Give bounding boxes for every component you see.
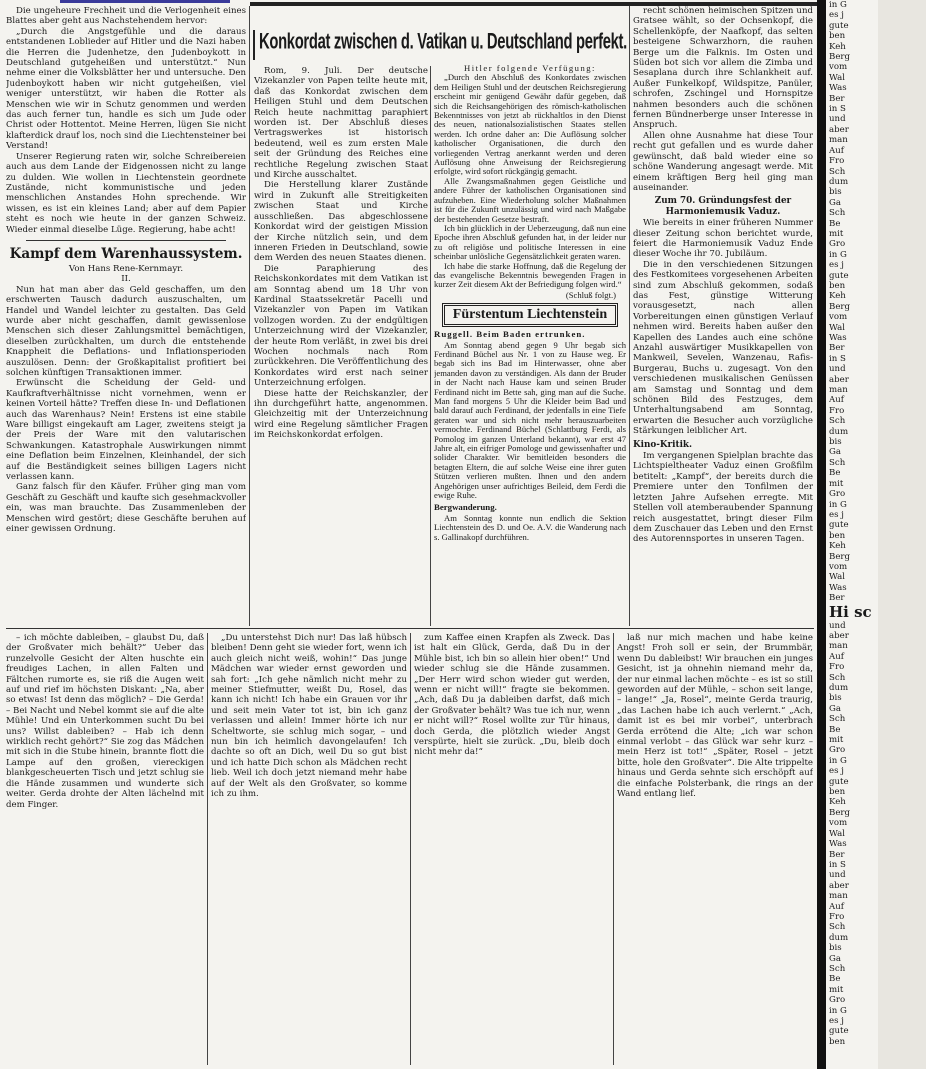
- paragraph: Unserer Regierung raten wir, solche Schreibereien auch aus dem Lande der Eidgenossen nicht zu lange zu dulden. Wie wollen in Liechtenstein geordnete Zustände, nicht kommunistische und jeden menschlichen Anstandes Hohn sprechende. Wir wissen, es ist ein kleines Land; aber auf dem Papier steht es noch wie heute in der ganzen Schweiz. Wieder einmal dieselbe Lüge. Regierung, habe acht!: [6, 151, 246, 235]
- column-1: [6, 6, 246, 624]
- paragraph: Ich bin glücklich in der Ueberzeugung, daß nun eine Epoche ihren Abschluß gefunden hat, in der leider nur zu oft religiöse und politische Interessen in eine scheinbar unlösliche Gegensätzlichkeit geraten waren.: [434, 222, 626, 262]
- text-fragment: aber: [829, 374, 849, 385]
- text-fragment: Be: [829, 218, 841, 229]
- text-fragment: Ga: [829, 447, 841, 458]
- text-fragment: dum: [829, 176, 849, 187]
- subheading: Zum 70. Gründungsfest der Harmoniemusik Vaduz.: [654, 196, 792, 217]
- text-fragment: es j: [829, 1016, 844, 1026]
- article-title: Kampf dem Warenhaussystem.: [9, 245, 243, 262]
- text-fragment: in G: [829, 249, 847, 260]
- column-divider: [629, 6, 630, 626]
- paragraph: Im vergangenen Spielplan brachte das Lichtspieltheater Vaduz einen Großfilm betitelt: „Kampf“, der bereits durch die Premiere unter den Tonfilmen der letzten Jahre Aufsehen erregte. Mit Stellen voll atemberaubender Spannung reich ausgestattet, bringt dieser Film dem Zuschauer das Leben und den Ernst des Autorennsportes in unseren Tagen.: [633, 451, 813, 545]
- text-fragment: Wal: [829, 828, 845, 839]
- text-fragment: gute: [829, 270, 849, 281]
- bottom-column-1: [6, 633, 204, 1065]
- text-fragment: Auf: [829, 901, 844, 912]
- text-fragment: bis: [829, 943, 842, 954]
- text-fragment: in S: [829, 104, 846, 115]
- text-fragment: aber: [829, 880, 849, 891]
- column-divider: [249, 6, 250, 626]
- headline-frame: [253, 30, 630, 60]
- main-headline: Konkordat zwischen d. Vatikan u. Deutschland perfekt.: [259, 30, 627, 55]
- text-fragment: es j: [829, 766, 844, 777]
- text-fragment: ben: [829, 530, 846, 541]
- paragraph: Die ungeheure Frechheit und die Verlogenheit eines Blattes aber geht aus Nachstehendem hervor:: [6, 6, 246, 27]
- bottom-column-4: [617, 633, 813, 1065]
- paragraph: Die in den verschiedenen Sitzungen des Festkomitees vorgesehenen Arbeiten sind zum Abschluß gekommen, sodaß das Fest, günstige Witterung vorausgesetzt, nach allen Vorbereitungen einen günstigen Verlauf nehmen wird. Bereits haben außer den Kapellen des Landes auch eine schöne Anzahl auswärtiger Musikkapellen von Mankweil, Sevelen, Wanzenau, Rafis-Burgerau, Buchs u. zugesagt. Von den verschiedenen musikalischen Genüssen am Samstag und Sonntag und dem schönen Bild des Festzuges, dem Unterhaltungsabend am Sonntag, erwarten die Besucher auch vorzügliche Stärkungen leiblicher Art.: [633, 259, 813, 437]
- text-fragment: mit: [829, 228, 844, 239]
- paragraph: Ich habe die starke Hoffnung, daß die Regelung der das evangelische Bekenntnis bewegenden Fragen in kurzer Zeit diesem Akt der Befriedigung folgen wird.“: [434, 260, 626, 290]
- page-gutter: [817, 0, 826, 1069]
- text-fragment: Wal: [829, 72, 845, 83]
- column-divider: [430, 66, 431, 626]
- text-fragment: Gro: [829, 489, 846, 500]
- paragraph: Die Herstellung klarer Zustände wird in Zukunft alle Streitigkeiten zwischen Staat und Kirche ausschließen. Das abgeschlossene Konkordat wird der geistigen Mission der Kirche nützlich sein, und dem inneren Frieden in Deutschland, sowie dem Werden des neuen Staates dienen.: [254, 180, 428, 264]
- text-fragment: Ber: [829, 93, 845, 104]
- text-fragment: Sch: [829, 416, 846, 427]
- paragraph: Wie bereits in einer früheren Nummer dieser Zeitung schon berichtet wurde, feiert die Harmoniemusik Vaduz Ende dieser Woche ihr 70. Jubiläum.: [633, 218, 813, 260]
- text-fragment: Was: [829, 839, 847, 850]
- text-fragment: es j: [829, 10, 844, 21]
- text-fragment: dum: [829, 932, 849, 943]
- text-fragment: bis: [829, 437, 842, 448]
- text-fragment: in S: [829, 859, 846, 870]
- text-fragment: Gro: [829, 239, 846, 250]
- adjacent-page-strip: [829, 0, 874, 1069]
- text-fragment: ben: [829, 280, 846, 291]
- bottom-column-2: [211, 633, 407, 1065]
- text-fragment: in S: [829, 353, 846, 364]
- text-fragment: in G: [829, 755, 847, 766]
- paragraph: recht schönen heimischen Spitzen und Gratsee wählt, so der Ochsenkopf, die Schellenköpfe, der Naafkopf, das selten besteigene Schwarzhorn, die rauhen Berge um die Falknis. Im Osten und Süden bot sich vor allem die Zimba und Sesaplana durch ihre Schlankheit auf. Außer Funkelkopf, Wildspitze, Panüler, schrofen, Zschingel und Hornspitze nahmen besonders auch die schönen fernen Bündnerberge unser Interesse in Anspruch.: [633, 6, 813, 131]
- paragraph: Am Sonntag abend gegen 9 Uhr begab sich Ferdinand Büchel aus Nr. 1 von zu Hause weg. Er begab sich ins Bad im Hinterwasser, ohne aber jemanden davon zu verständigen. Als dann der Bruder in der Nacht nach Hause kam und seinen Bruder Ferdinand nicht im Bette sah, ging man auf die Suche. Man fand morgens 5 Uhr die Kleider beim Bad und bald darauf auch Ferdinand, der jedenfalls in eine Tiefe geraten war und sich nicht mehr herauszuarbeiten vermochte. Ferdinand Büchel (Schlattburg Ferdi, als Pomolog im ganzen Unterland bekannt), war erst 47 Jahre alt, ein eifriger Pomologe und gewissenhafter und solider Charakter. Wir bemitleiden besonders die betagten Eltern, die auf solche Weise eine ihrer guten Stützen verlieren mußten. Ihnen und den andern Angehörigen unser aufrichtiges Beileid, dem Ferdi die ewige Ruhe.: [434, 339, 626, 501]
- paragraph: Allen ohne Ausnahme hat diese Tour recht gut gefallen und es wurde daher gewünscht, daß bald wieder eine so schöne Wanderung angesagt werde. Mit einem kräftigen Berg heil ging man auseinander.: [633, 130, 813, 193]
- text-fragment: Ga: [829, 703, 841, 714]
- feuilleton-rule: [6, 628, 814, 629]
- text-fragment: und: [829, 620, 846, 631]
- text-fragment: Wal: [829, 322, 845, 333]
- text-fragment: gute: [829, 520, 849, 531]
- scan-header-line: [60, 0, 230, 3]
- paragraph: „Du unterstehst Dich nur! Das laß hübsch bleiben! Denn geht sie wieder fort, wenn ich auch gleich nicht weiß, wohin!“ Das junge Mädchen war wieder ernst geworden und sah fort: „Ich gehe nämlich nicht mehr zu meiner Stiefmutter, weißt Du, Rosel, das kann ich nicht! Ich habe ein Grauen vor ihr und seit mein Vater tot ist, bin ich ganz verlassen und allein! Immer hörte ich nur Scheltworte, sie schlug mich sogar, – und nun bin ich heimlich davongelaufen! Ich dachte so oft an Dich, weil Du so gut bist und ich hatte Dich schon als Mädchen recht lieb. Weil ich doch jetzt niemand mehr habe auf der Welt als den Großvater, so komme ich zu ihm.: [211, 633, 407, 800]
- text-fragment: bis: [829, 187, 842, 198]
- text-fragment: gute: [829, 20, 849, 31]
- text-fragment: und: [829, 114, 846, 125]
- column-4: [633, 6, 813, 624]
- subheading: Kino-Kritik.: [633, 439, 693, 450]
- text-fragment: Fro: [829, 156, 845, 167]
- text-fragment: in G: [829, 0, 847, 10]
- text-fragment: dum: [829, 683, 849, 693]
- continued-note: (Schluß folgt.): [565, 289, 616, 300]
- text-fragment: Auf: [829, 145, 844, 156]
- text-fragment: Sch: [829, 922, 846, 933]
- text-fragment: Ber: [829, 593, 845, 604]
- text-fragment: dum: [829, 426, 849, 437]
- text-fragment: ben: [829, 787, 846, 798]
- column-2: [254, 66, 428, 624]
- text-fragment: Keh: [829, 541, 846, 552]
- page-edge: [878, 0, 926, 1069]
- text-fragment: Gro: [829, 745, 846, 756]
- paragraph: Ganz falsch für den Käufer. Früher ging man vom Geschäft zu Geschäft und kaufte sich gesehmackvoller ein, was man brauchte. Das Zusammenleben der Menschen wird gestört; diese Geschäfte beruhen auf einer gewissen Ordnung.: [6, 482, 246, 535]
- text-fragment: mit: [829, 735, 844, 746]
- section-box-title: Fürstentum Liechtenstein: [442, 303, 618, 327]
- text-fragment: es j: [829, 509, 844, 520]
- text-fragment: Gro: [829, 995, 846, 1006]
- text-fragment: man: [829, 385, 848, 396]
- text-fragment: Berg: [829, 807, 851, 818]
- text-fragment: gute: [829, 1026, 849, 1037]
- text-fragment: vom: [829, 62, 848, 73]
- column-divider: [613, 633, 614, 1065]
- text-fragment: gute: [829, 776, 849, 787]
- text-fragment: man: [829, 641, 848, 652]
- paragraph: Rom, 9. Juli. Der deutsche Vizekanzler von Papen teilte heute mit, daß das Konkordat zwischen dem Heiligen Stuhl und dem Deutschen Reich heute nachmittag paraphiert worden ist. Der Abschluß dieses Vertragswerkes ist historisch bedeutend, weil es zum ersten Male seit der Gründung des Reiches eine rechtliche Regelung zwischen Staat und Kirche ausschaltet.: [254, 66, 428, 181]
- text-fragment: Was: [829, 333, 847, 343]
- text-fragment: Sch: [829, 166, 846, 177]
- text-fragment: bis: [829, 693, 842, 704]
- text-fragment: aber: [829, 124, 849, 135]
- text-fragment: Hi sc: [829, 602, 872, 621]
- column-divider: [410, 633, 411, 1065]
- text-fragment: vom: [829, 312, 848, 323]
- text-fragment: Auf: [829, 651, 844, 662]
- text-fragment: und: [829, 870, 846, 881]
- text-fragment: mit: [829, 984, 844, 995]
- divider: [26, 240, 226, 241]
- column-3: [434, 64, 626, 626]
- text-fragment: ben: [829, 31, 846, 42]
- paragraph: – ich möchte dableiben, – glaubst Du, daß der Großvater mich behält?“ Ueber das runzelvolle Gesicht der Alten huschte ein freudiges Lachen, in allen Falten und Fältchen rumorte es, sie riß die Augen weit auf und rief im höchsten Diskant: „Na, aber so etwas! Ist denn das möglich? – Die Gerda! – Bei Nacht und Nebel kommt sie auf die alte Mühle! Und ein Unterkommen sucht Du bei uns? Willst dableiben? – Hab ich denn wirklich recht gehört?“ Sie zog das Mädchen mit sich in die Stube hinein, brannte flott die Lampe auf den großen, viereckigen blankgescheuerten Tisch und jetzt schlug sie die Hände zusammen und wunderte sich weiter. Gerda drohte der Alten lächelnd mit dem Finger.: [6, 633, 204, 810]
- column-divider: [207, 633, 208, 1065]
- text-fragment: mit: [829, 478, 844, 489]
- text-fragment: Berg: [829, 551, 851, 562]
- text-fragment: Sch: [829, 963, 846, 974]
- paragraph: Erwünscht die Scheidung der Geld- und Kaufkraftverhältnisse nicht vornehmen, wenn er keinen Vorteil hätte? Treffen diese In- und Deflationen auch das Warenhaus? Nein! Erstens ist eine stabile Ware billigst eingekauft am Lager, zweitens steigt ja der Preis der Ware mit den valutarischen Schwankungen. Katastrophale Auswirkungen nimmt eine Deflation beim Einzelnen, Kleinhandel, der sich auf die Beständigkeit seines billigen Lagers nicht verlassen kann.: [6, 378, 246, 483]
- text-fragment: in G: [829, 499, 847, 510]
- text-fragment: Sch: [829, 457, 846, 468]
- text-fragment: Fro: [829, 662, 845, 673]
- paragraph: Die Paraphierung des Reichskonkordates mit dem Vatikan ist am Sonntag abend um 18 Uhr von Kardinal Staatssekretär Pacelli und Vizekanzler von Papen im Vatikan vollzogen worden. Zu der endgültigen Unterzeichnung wird der Vizekanzler, der heute Rom verläßt, in zwei bis drei Wochen nochmals nach Rom zurückkehren. Die Veröffentlichung des Konkordates wird erst nach seiner Unterzeichnung erfolgen.: [254, 263, 428, 389]
- text-fragment: es j: [829, 260, 844, 271]
- paragraph: Diese hatte der Reichskanzler, der ihn durchgeführt hatte, angenommen. Gleichzeitig mit der Unterzeichnung wird eine Regelung sämtlicher Fragen im Reichskonkordat erfolgen.: [254, 388, 428, 441]
- paragraph: Alle Zwangsmaßnahmen gegen Geistliche und andere Führer der katholischen Organisationen sind aufzuheben. Eine Wiederholung solcher Maßnahmen ist für die Zukunft unzulässig und wird nach Maßgabe der bestehenden Gesetze bestraft.: [434, 175, 626, 224]
- text-fragment: Ber: [829, 343, 845, 354]
- text-fragment: Sch: [829, 208, 846, 219]
- text-fragment: man: [829, 135, 848, 146]
- text-fragment: Keh: [829, 291, 846, 302]
- paragraph: Am Sonntag konnte nun endlich die Sektion Liechtenstein des D. und Oe. A.V. die Wanderung nach s. Gallinakopf durchführen.: [434, 512, 626, 542]
- text-fragment: Fro: [829, 405, 845, 416]
- article-byline: Von Hans Rene-Kernmayr.: [68, 263, 184, 274]
- bottom-column-3: [414, 633, 610, 1065]
- text-fragment: Was: [829, 582, 847, 593]
- paragraph: „Durch den Abschluß des Konkordates zwischen dem Heiligen Stuhl und der deutschen Reichsregierung erscheint mir genügend Gewähr dafür gegeben, daß sich die Reichsangehörigen des römisch-katholischen Bekenntnisses von jetzt ab rückhaltlos in den Dienst des neuen, nationalsozialistischen Staates stellen werden. Ich ordne daher an: Die Auflösung solcher katholischer Organisationen, die durch den vorliegenden Vertrag anerkannt werden und deren Auflösung ohne Anweisung der Reichsregierung erfolgte, wird sofort rückgängig gemacht.: [434, 72, 626, 177]
- text-fragment: man: [829, 891, 848, 902]
- text-fragment: Wal: [829, 572, 845, 583]
- text-fragment: ben: [829, 1036, 846, 1047]
- text-fragment: Be: [829, 724, 841, 735]
- news-lead: Ruggell. Beim Baden ertrunken.: [434, 329, 586, 340]
- text-fragment: Be: [829, 468, 841, 479]
- text-fragment: aber: [829, 630, 849, 641]
- text-fragment: Keh: [829, 797, 846, 808]
- paragraph: Nun hat man aber das Geld geschaffen, um den erschwerten Tausch dadurch auszuschalten, um Handel und Wandel leichter zu gestalten. Das Geld wurde aber nicht geschaffen, damit gewissenlose Menschen sich dieser Zahlungsmittel bemächtigen, dieselben zurückhalten, um durch die entstehende Knappheit die Deflations- und Inflationsperioden auszulösen. Denn: der Großkapitalist profitiert bei solchen künftigen Transaktionen immer.: [6, 284, 246, 378]
- text-fragment: Fro: [829, 911, 845, 922]
- article-part: II.: [121, 274, 131, 285]
- section-heading: Hitler folgende Verfügung:: [464, 64, 596, 73]
- fragment-list: [829, 0, 874, 1047]
- text-fragment: Keh: [829, 41, 846, 52]
- text-fragment: Ber: [829, 849, 845, 860]
- text-fragment: Ga: [829, 953, 841, 964]
- text-fragment: vom: [829, 561, 848, 572]
- text-fragment: Ga: [829, 197, 841, 208]
- text-fragment: Be: [829, 974, 841, 985]
- text-fragment: Berg: [829, 301, 851, 312]
- subheading: Bergwanderung.: [434, 502, 497, 513]
- text-fragment: vom: [829, 818, 848, 829]
- paragraph: zum Kaffee einen Krapfen als Zweck. Das ist halt ein Glück, Gerda, daß Du in der Mühle bist, ich bin so allein hier oben!“ Und wieder schlug sie die Hände zusammen. „Der Herr wird schon wieder gut werden, wenn er nicht will!“ fragte sie bekommen. „Ach, daß Du ja dableiben darfst, daß mich der Großvater behält? Was tue ich nur, wenn er nicht will?“ Rosel wollte zur Tür hinaus, doch Gerda, die plötzlich wieder Angst verspürte, hielt sie zurück. „Du, bleib doch nicht mehr da!“: [414, 633, 610, 758]
- text-fragment: Auf: [829, 395, 844, 406]
- text-fragment: und: [829, 364, 846, 375]
- text-fragment: Sch: [829, 672, 846, 683]
- paragraph: „Durch die Angstgefühle und die daraus entstandenen Loblieder auf Hitler und die Nazi haben die Herren die Judenhetze, den Judenboykott in Deutschland gutgeheißen und unterstützt.“ Nun nehme einer die Volksblätter her und untersuche. Den Judenboykott haben wir nicht gutgeheißen, viel weniger unterstützt, wir haben die Rotter als Menschen wie wir in Schutz genommen und werden das auch ferner tun, handle es sich um Jude oder Christ oder Hottentot. Meine Herren, lügen Sie nicht klafterdick drauf los, noch sind die Liechtensteiner bei Verstand!: [6, 26, 246, 152]
- text-fragment: in G: [829, 1005, 847, 1016]
- text-fragment: Was: [829, 83, 847, 94]
- text-fragment: Sch: [829, 714, 846, 725]
- paragraph: laß nur mich machen und habe keine Angst! Froh soll er sein, der Brummbär, wenn Du dableibst! Wir brauchen ein junges Gesicht, ist ja ohnehin niemand mehr da, der nur einmal lachen möchte – es ist so still geworden auf der Mühle, – schon seit lange, – lange!“ „Ja, Rosel“, meinte Gerda traurig, „das Lachen habe ich auch verlernt.“ „Ach, damit ist es bei mir vorbei“, unterbrach Gerda errötend die Alte; „ich war schon einmal verlobt – das Glück war sehr kurz – mein Herz ist tot!“ „Später, Rosel – jetzt bitte, hole den Großvater“. Die Alte trippelte hinaus und Gerda sehnte sich erschöpft auf die einfache Polsterbank, die rings an der Wand entlang lief.: [617, 633, 813, 800]
- text-fragment: Berg: [829, 52, 851, 63]
